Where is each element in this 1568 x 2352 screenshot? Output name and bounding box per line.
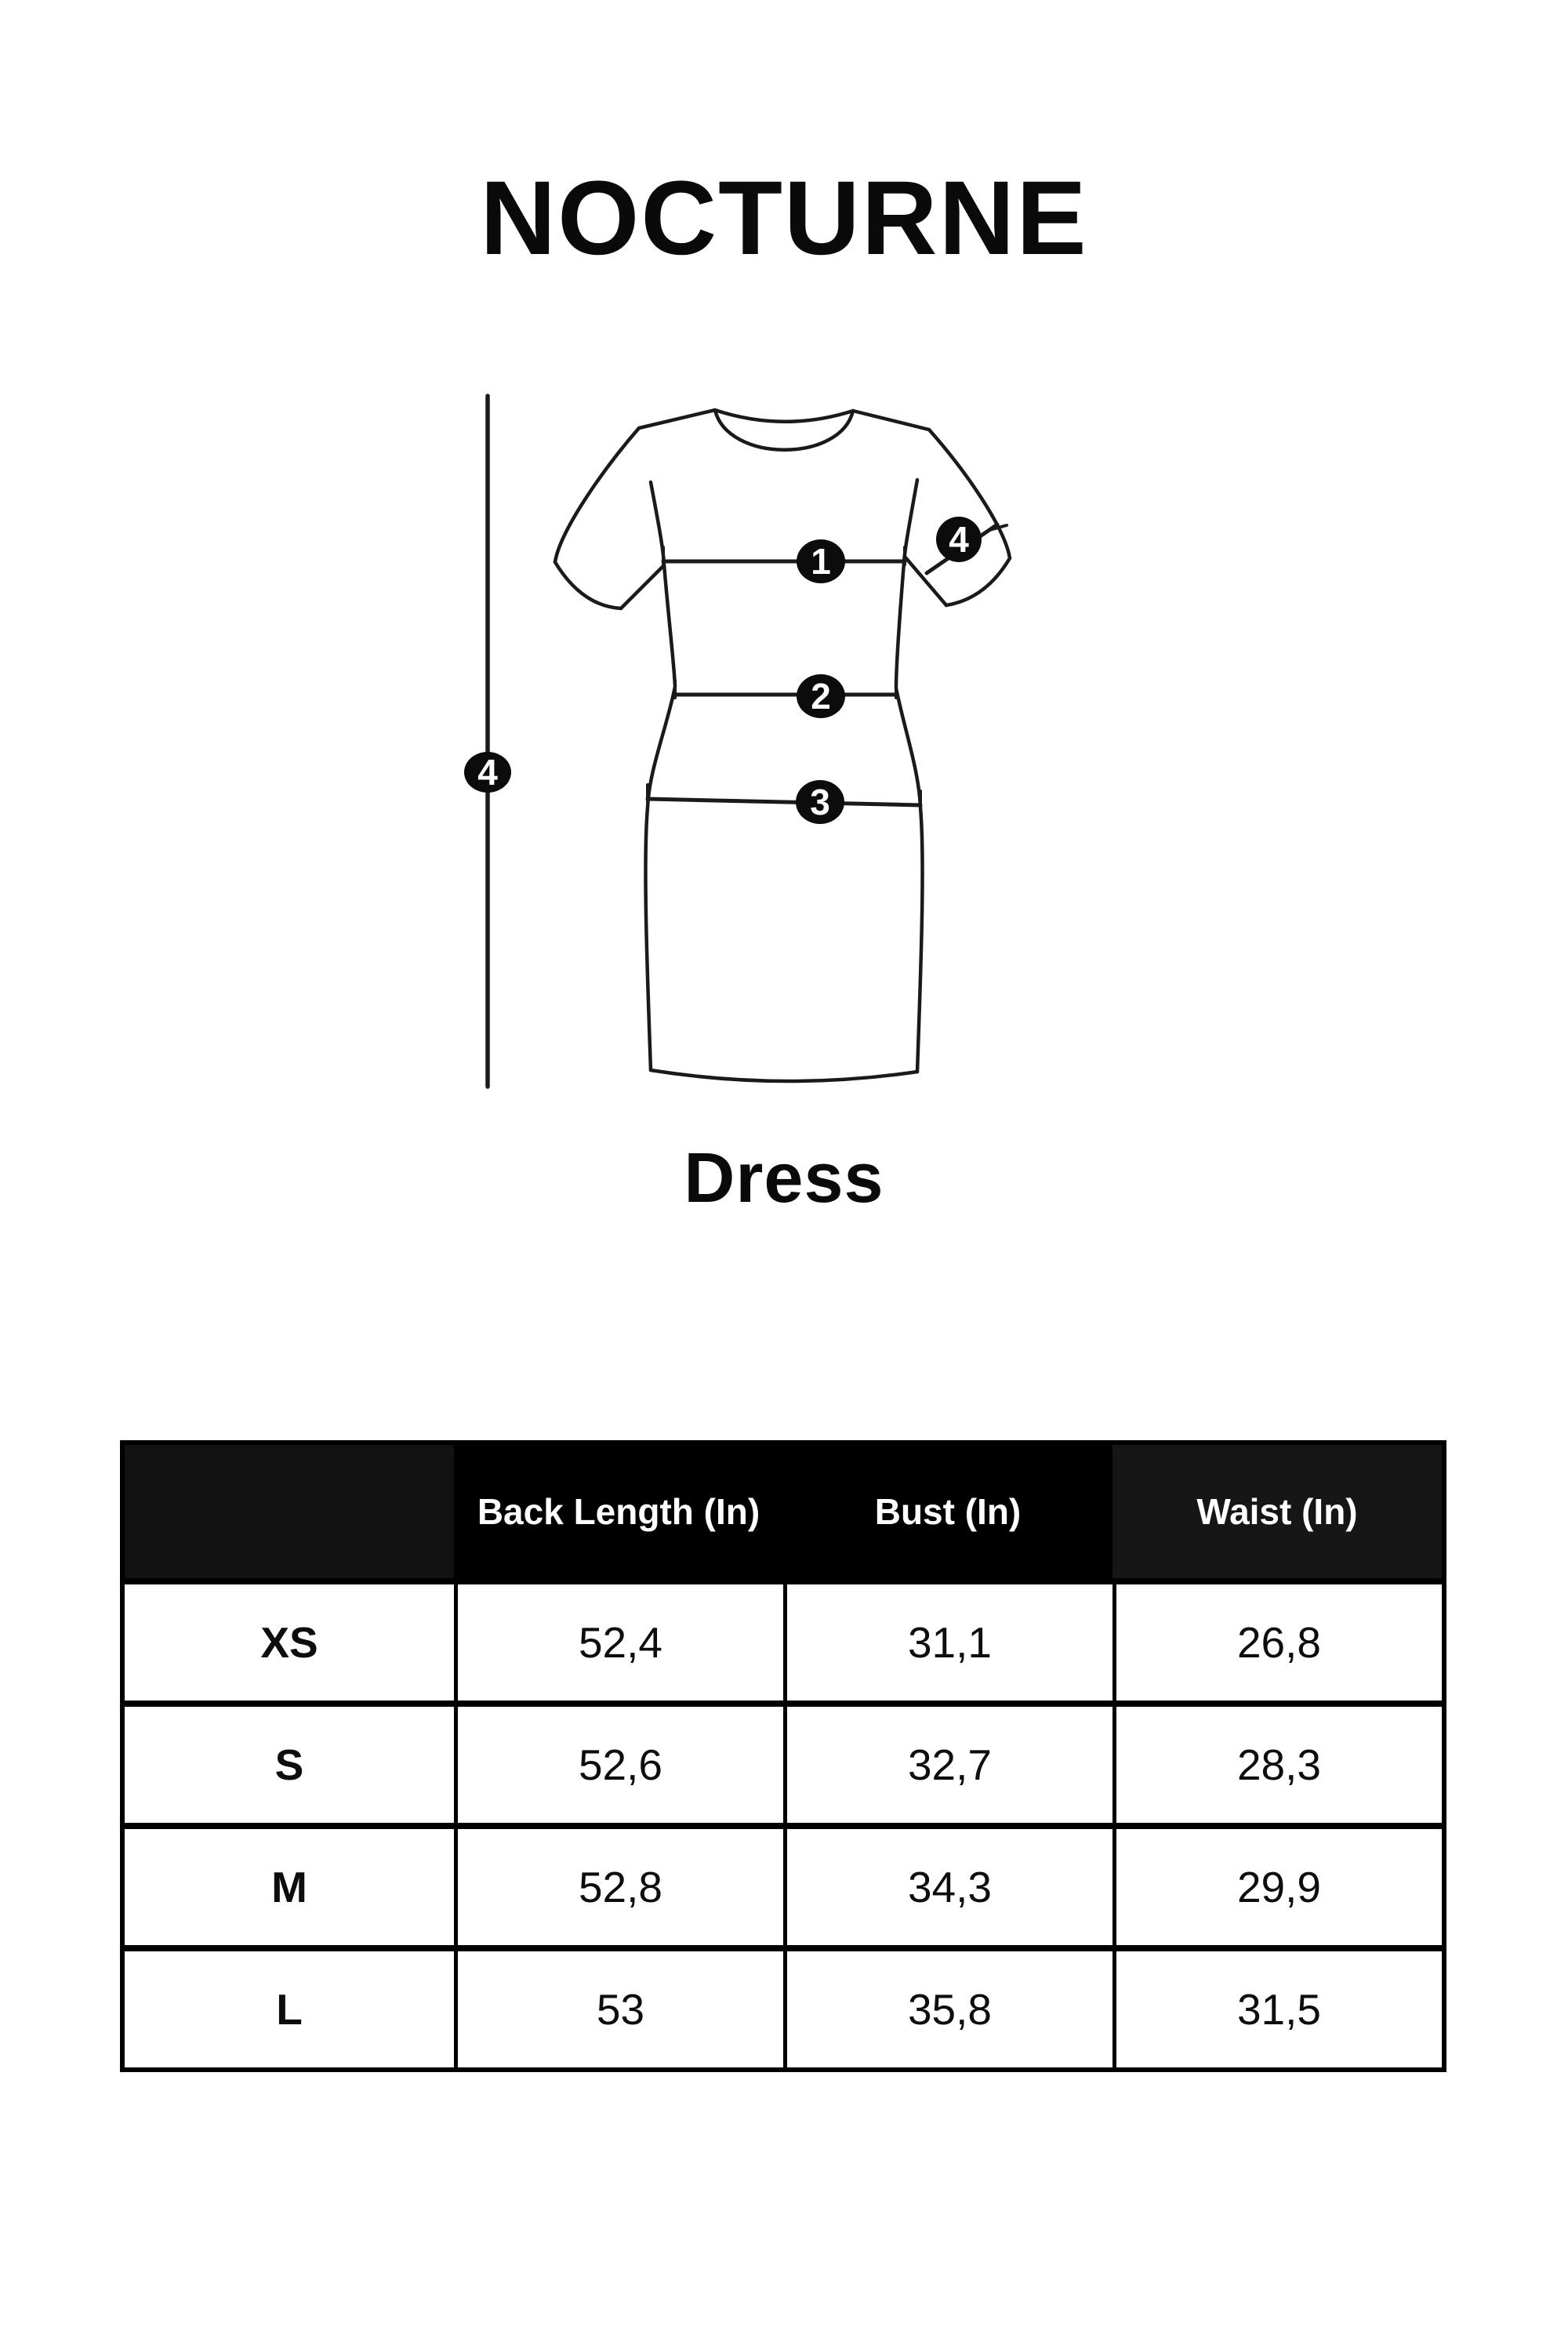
back-length-cell: 52,6 xyxy=(454,1700,783,1823)
waist-marker-number: 2 xyxy=(811,676,831,717)
bust-cell: 35,8 xyxy=(783,1945,1112,2067)
size-cell: M xyxy=(125,1823,454,1945)
size-cell: XS xyxy=(125,1578,454,1700)
back-length-cell: 53 xyxy=(454,1945,783,2067)
left-sleeve-outer xyxy=(555,428,639,562)
bust-cell: 34,3 xyxy=(783,1823,1112,1945)
left-sleeve-hem xyxy=(555,562,621,608)
size-cell: L xyxy=(125,1945,454,2067)
left-shoulder xyxy=(639,410,715,428)
back-length-marker-number: 4 xyxy=(477,752,498,793)
waist-cell: 29,9 xyxy=(1112,1823,1442,1945)
brand-title: NOCTURNE xyxy=(480,160,1088,277)
header-cell-waist: Waist (In) xyxy=(1112,1445,1442,1578)
dress-measurement-diagram xyxy=(423,361,1145,1129)
right-shoulder xyxy=(853,411,929,430)
header-cell-size xyxy=(125,1445,454,1578)
waist-cell: 31,5 xyxy=(1112,1945,1442,2067)
dress-hem xyxy=(651,1070,917,1081)
bust-cell: 32,7 xyxy=(783,1700,1112,1823)
right-sleeve-hem xyxy=(946,558,1010,605)
size-table xyxy=(120,1440,1446,2072)
garment-label: Dress xyxy=(684,1139,884,1218)
size-cell: S xyxy=(125,1700,454,1823)
right-side-seam xyxy=(896,480,923,1072)
sleeve-marker-number: 4 xyxy=(949,519,969,560)
hip-line xyxy=(648,799,920,805)
header-cell-bust: Bust (In) xyxy=(783,1445,1112,1578)
waist-cell: 28,3 xyxy=(1112,1700,1442,1823)
header-cell-back-length: Back Length (In) xyxy=(454,1445,783,1578)
bust-marker-number: 1 xyxy=(811,541,831,582)
back-length-cell: 52,8 xyxy=(454,1823,783,1945)
bust-cell: 31,1 xyxy=(783,1578,1112,1700)
left-sleeve-inner xyxy=(621,566,663,608)
dress-outline xyxy=(555,410,1010,1081)
waist-cell: 26,8 xyxy=(1112,1578,1442,1700)
hip-marker-number: 3 xyxy=(810,782,830,822)
back-neckline xyxy=(715,410,853,422)
back-length-cell: 52,4 xyxy=(454,1578,783,1700)
